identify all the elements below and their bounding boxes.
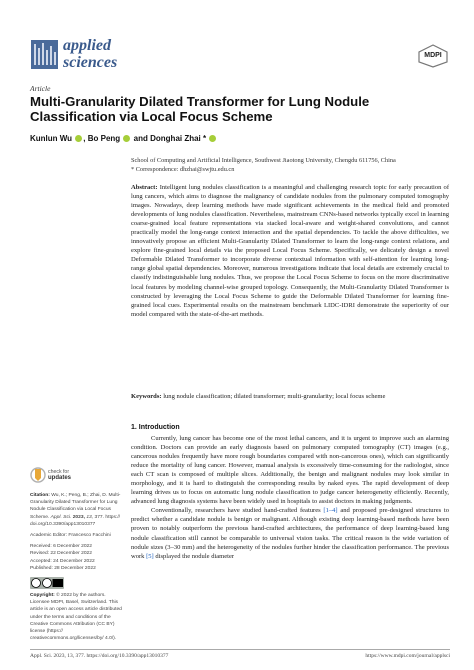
paragraph-text: displayed the nodule diameter bbox=[153, 552, 235, 560]
orcid-icon[interactable] bbox=[75, 135, 82, 142]
reference-link[interactable]: [1–4] bbox=[323, 507, 338, 515]
citation-doi-link[interactable]: doi.org/10.3390/app13010377 bbox=[30, 521, 96, 527]
copyright-text: © 2022 by the authors. Licensee MDPI, Basel, Switzerland. This article is an open access article distributed under the terms and conditions of the Creative Commons Attribution (CC BY) license (https:// creativecommons.org/licenses/by/ 4.0/). bbox=[30, 593, 122, 642]
author-name[interactable]: Kunlun Wu bbox=[30, 134, 73, 143]
check-updates-icon bbox=[30, 467, 46, 483]
authors: Kunlun Wu , Bo Peng and Donghai Zhai * bbox=[30, 134, 217, 143]
paragraph: Currently, lung cancer has become one of the most lethal cancers, and it is urgent to improve such an alarming condition. Doctors can provide an early diagnosis based on pulmonary computed tomography (CT) images (e.g., cancerous nodules frequently have more rough boundaries compared with non-cancerous ones), which can significantly reduce the mortality of lung cancer. However, manual analysis is excessively time-consuming for the radiologist, since each CT scan is composed of multiple slices. Additionally, the benign and malignant nodules may look similar in morphology, and it is hard to distinguish the corresponding results by naked eyes. The rapid development of deep learning drives us to focus on automatic lung nodule classification to judge cancer heterogeneity efficiently. Recently, advanced lung diagnosis systems have been widely used in hospitals to assist doctors in making judgments. bbox=[131, 435, 449, 506]
page-title: Multi-Granularity Dilated Transformer for Lung Nodule Classification via Local Focus Scheme bbox=[30, 94, 370, 124]
accepted-date: Accepted: 24 December 2022 bbox=[30, 558, 95, 564]
citation-journal: Appl. Sci. bbox=[50, 514, 72, 520]
academic-editor: Academic Editor: Francesco Facchini bbox=[30, 533, 111, 539]
journal-logo-icon bbox=[31, 40, 58, 69]
abstract bbox=[131, 183, 449, 319]
copyright-label: Copyright: bbox=[30, 593, 55, 599]
citation-page: 377. https:// bbox=[94, 514, 121, 520]
footer-divider bbox=[30, 649, 450, 650]
citation-volume: 13, bbox=[86, 514, 94, 520]
footer-citation: Appl. Sci. 2023, 13, 377. https://doi.org/10.3390/app13010377 bbox=[30, 653, 169, 659]
keywords-text: lung nodule classification; dilated transformer; multi-granularity; local focus scheme bbox=[163, 393, 386, 400]
published-date: Published: 28 December 2022 bbox=[30, 565, 96, 571]
author-name[interactable]: and Donghai Zhai * bbox=[133, 134, 207, 143]
affiliation bbox=[131, 156, 451, 174]
check-updates-line2: updates bbox=[48, 475, 72, 481]
orcid-icon[interactable] bbox=[209, 135, 216, 142]
reference-link[interactable]: [5] bbox=[146, 552, 154, 560]
introduction-body bbox=[131, 434, 449, 561]
correspondence-line: * Correspondence: dhzhai@swjtu.edu.cn bbox=[131, 166, 235, 173]
publisher-name: MDPI bbox=[424, 52, 442, 59]
abstract-text: Intelligent lung nodules classification is a meaningful and challenging research topic for early precaution of lung cancers, which aims to diagnose the malignancy of candidate nodules from the pulmonary computed tomography images. Nowadays, deep learning methods have made significant achievements in the medical field and promoted developments of lung nodules classification. Nevertheless, mainstream CNNs-based networks typically excel in learning coarse-grained local feature representations via stacked local-aware and weight-shared convolutions, and cannot practically model the long-range context interaction and the spatial dependencies. To tackle the above difficulties, we innovatively propose an efficient Multi-Granularity Dilated Transformer to learn the long-range context relations, and explore fine-grained local details via the proposed Local Focus Scheme. Specifically, we delicately design a novel Deformable Dilated Transformer to incorporate diverse contextual information with self-attention for learning long-range global spatial dependencies. Moreover, numerous investigations indicate that local details are extremely crucial to classify indistinguishable lung nodules. Thus, we propose the Local Focus Scheme to focus on the more discriminative local features by modeling channel-wise grouped topology. Consequently, the Multi-Granularity Dilated Transformer is constructed by leveraging the Local Focus Scheme to guide the Deformable Dilated Transformer for learning fine-grained local cues. Experimental results on the mainstream benchmark LIDC-IDRI demonstrate the superiority of our model compared with the state-of-the-art methods. bbox=[131, 184, 449, 318]
affiliation-line: School of Computing and Artificial Intelligence, Southwest Jiaotong University, Chengdu 611756, China bbox=[131, 157, 396, 164]
author-name[interactable]: Bo Peng bbox=[87, 134, 121, 143]
article-type: Article bbox=[30, 84, 51, 93]
citation-year: 2023, bbox=[72, 514, 85, 520]
journal-name bbox=[63, 37, 117, 71]
footer-journal-link[interactable]: https://www.mdpi.com/journal/applsci bbox=[365, 653, 450, 659]
journal-name-line1: applied bbox=[63, 37, 111, 54]
cc-by-license-icon[interactable] bbox=[30, 577, 64, 589]
revised-date: Revised: 22 December 2022 bbox=[30, 551, 92, 557]
citation-label: Citation: bbox=[30, 493, 50, 498]
received-date: Received: 6 December 2022 bbox=[30, 544, 92, 550]
orcid-icon[interactable] bbox=[123, 135, 130, 142]
sidebar bbox=[30, 492, 126, 642]
paragraph bbox=[131, 506, 449, 560]
keywords bbox=[131, 392, 449, 401]
keywords-label: Keywords: bbox=[131, 393, 162, 400]
citation bbox=[30, 492, 126, 528]
paragraph-text: and proposed pre-designed structures to predict whether a candidate nodule is benign or malignant. Although existing deep learning-based methods have been proven to notably outperform the previous hand-crafted architectures, the performance of deep learning-based lung nodule classification still cannot be comparable to universal vision tasks. The critical reason is the wide variation of nodule sizes (3–30 mm) and the heterogeneity of the nodules further hinder the classification performance. The previous work bbox=[131, 507, 449, 560]
section-heading: 1. Introduction bbox=[131, 424, 180, 431]
paragraph-text: Conventionally, researchers have studied hand-crafted features bbox=[151, 507, 324, 515]
check-updates-line1: check for bbox=[48, 469, 70, 475]
journal-name-line2: sciences bbox=[63, 54, 118, 71]
copyright bbox=[30, 592, 126, 642]
check-for-updates-button[interactable] bbox=[30, 467, 100, 485]
abstract-label: Abstract: bbox=[131, 184, 158, 191]
citation-text: Wu, K.; Peng, B.; Zhai, D. Multi-Granularity Dilated Transformer for Lung Nodule Classification via Local Focus Scheme. bbox=[30, 493, 121, 520]
